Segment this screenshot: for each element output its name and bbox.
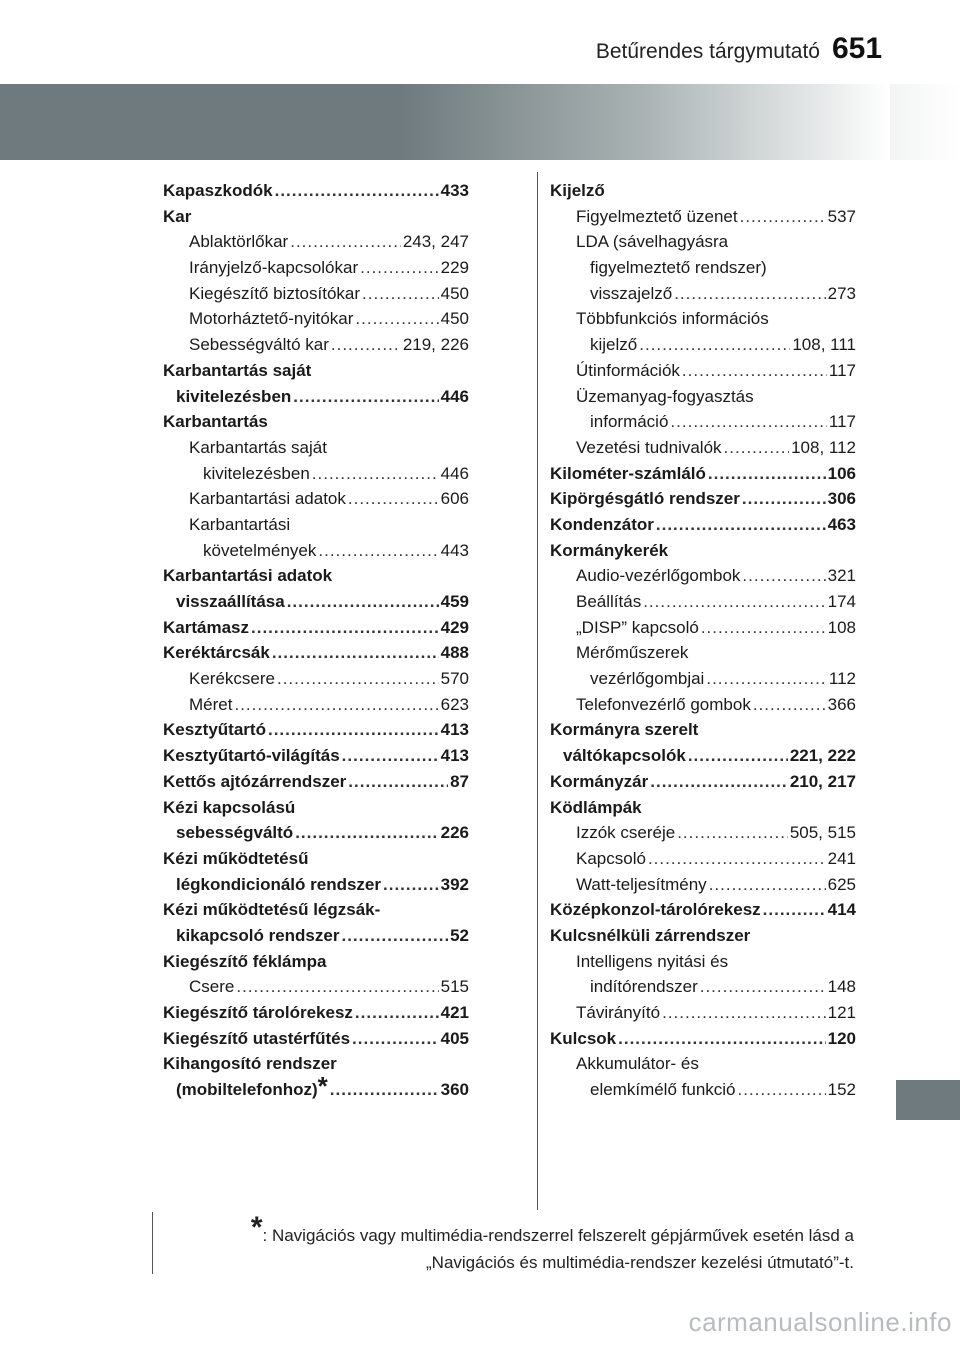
dot-leader [268, 717, 439, 743]
index-entry [163, 563, 469, 589]
index-page-ref: 226 [440, 823, 469, 843]
index-term: Sebességváltó kar [189, 335, 329, 355]
dot-leader [639, 332, 790, 358]
index-page-ref: 112 [828, 669, 856, 689]
index-term: visszaállítása [176, 592, 285, 611]
dot-leader [293, 384, 438, 410]
index-term: légkondicionáló rendszer [176, 874, 381, 894]
index-term: Ködlámpák [550, 797, 642, 817]
index-term: Útinformációk [576, 360, 680, 380]
index-entry [550, 461, 856, 487]
index-term: Kondenzátor [550, 514, 654, 534]
index-term: (mobiltelefonhoz) [176, 1080, 318, 1100]
dot-leader [295, 820, 438, 846]
index-entry [163, 743, 469, 769]
dot-leader [677, 820, 788, 846]
dot-leader [355, 1000, 439, 1026]
index-term: LDA (sávelhagyásra [576, 232, 729, 252]
index-term: Karbantartási adatok [163, 566, 333, 586]
index-page-ref: 221, 222 [789, 746, 856, 766]
index-entry [550, 435, 856, 461]
index-entry [550, 743, 856, 769]
index-term: Kiegészítő biztosítókar [189, 283, 361, 303]
index-page-ref: 505, 515 [789, 823, 856, 843]
index-term: Kormánykerék [550, 540, 669, 560]
footnote-star: * [250, 1211, 263, 1244]
index-term: Karbantartás saját [163, 360, 312, 380]
index-entry [550, 486, 856, 512]
index-entry [550, 332, 856, 358]
index-page-ref: 450 [440, 309, 469, 329]
index-entry [550, 204, 856, 230]
dot-leader [742, 486, 826, 512]
dot-leader [708, 461, 826, 487]
index-term: kivitelezésben [176, 386, 292, 406]
dot-leader [277, 666, 439, 692]
index-page-ref: 321 [827, 566, 856, 586]
index-term: Kar [163, 206, 192, 226]
index-term: váltókapcsolók [563, 746, 686, 766]
index-column-right [550, 178, 856, 1103]
dot-leader [643, 589, 825, 615]
index-entry [550, 589, 856, 615]
dot-leader [275, 178, 439, 204]
footnote [160, 1211, 854, 1276]
index-term: Kézi működtetésű légzsák- [163, 900, 381, 920]
index-page-ref: 148 [827, 977, 856, 997]
dot-leader [355, 306, 438, 332]
dot-leader [709, 872, 826, 898]
index-page-ref: 433 [440, 181, 469, 200]
index-entry [550, 717, 856, 743]
index-page-ref: 392 [440, 874, 469, 894]
index-entry [163, 178, 469, 204]
index-entry [550, 692, 856, 718]
index-term: Kesztyűtartó [163, 720, 266, 740]
index-entry [550, 1026, 856, 1052]
index-entry [163, 1051, 469, 1077]
dot-leader [287, 589, 439, 615]
index-page-ref: 429 [440, 617, 469, 637]
index-entry [163, 666, 469, 692]
index-term: Kihangosító rendszer [163, 1054, 337, 1074]
index-page-ref: 108 [827, 617, 856, 637]
dot-leader [662, 1000, 826, 1026]
index-term: Mérőműszerek [576, 643, 689, 663]
index-entry [550, 820, 856, 846]
index-term: elemkímélő funkció [590, 1080, 736, 1100]
index-term: kijelző [590, 335, 638, 355]
index-entry [163, 229, 469, 255]
header-band-end [890, 84, 960, 160]
index-term: „DISP” kapcsoló [576, 617, 699, 637]
index-entry [163, 974, 469, 1000]
index-term: Karbantartási adatok [189, 489, 346, 509]
index-term: Audio-vezérlőgombok [576, 566, 741, 586]
index-column-left [163, 178, 469, 1103]
index-entry [163, 358, 469, 384]
index-page-ref: 152 [827, 1080, 856, 1100]
index-entry [163, 897, 469, 923]
index-term: Kettős ajtózárrendszer [163, 771, 347, 791]
index-page-ref: 414 [827, 900, 856, 920]
index-entry [163, 795, 469, 821]
index-term: Irányjelző-kapcsolókar [189, 258, 359, 278]
index-entry [550, 872, 856, 898]
index-entry [163, 1026, 469, 1052]
index-entry [550, 923, 856, 949]
index-entry [550, 1077, 856, 1103]
index-page-ref: 120 [827, 1028, 856, 1048]
index-page-ref: 405 [440, 1028, 469, 1048]
dot-leader [234, 692, 438, 718]
index-term: Beállítás [576, 592, 642, 611]
index-term: Kijelző [550, 181, 605, 200]
index-term: figyelmeztető rendszer) [590, 258, 767, 278]
dot-leader [656, 512, 826, 538]
dot-leader [670, 409, 826, 435]
index-term: Kiegészítő utastérfűtés [163, 1028, 351, 1048]
index-term: Kerékcsere [189, 669, 275, 689]
dot-leader [753, 692, 826, 718]
watermark: carmanualsonline.info [688, 1307, 952, 1337]
index-page-ref: 463 [827, 514, 856, 534]
dot-leader [682, 358, 827, 384]
index-page-ref: 623 [440, 694, 469, 714]
dot-leader [251, 615, 439, 641]
chapter-tab [896, 1080, 960, 1120]
index-term: információ [590, 412, 669, 432]
index-term: visszajelző [590, 283, 673, 303]
index-entry [163, 640, 469, 666]
index-page-ref: 537 [827, 206, 856, 226]
dot-leader [706, 666, 827, 692]
dot-leader [740, 204, 826, 230]
index-term: Telefonvezérlő gombok [576, 694, 751, 714]
index-term: Kipörgésgátló rendszer [550, 489, 740, 509]
index-term: Távirányító [576, 1003, 661, 1022]
index-entry [163, 769, 469, 795]
dot-leader [618, 1026, 825, 1052]
index-entry [163, 486, 469, 512]
index-entry [163, 820, 469, 846]
index-term: kikapcsoló rendszer [176, 925, 340, 945]
index-term: Kilométer-számláló [550, 463, 706, 483]
index-term: Kulcsnélküli zárrendszer [550, 925, 751, 945]
index-page-ref: 413 [440, 720, 469, 740]
index-entry [163, 255, 469, 281]
index-entry [163, 692, 469, 718]
dot-leader [701, 615, 826, 641]
dot-leader [360, 255, 438, 281]
index-entry [163, 306, 469, 332]
index-page-ref: 413 [440, 746, 469, 766]
index-term: Motorháztető-nyitókar [189, 309, 354, 329]
index-entry [550, 358, 856, 384]
dot-leader [383, 872, 439, 898]
index-page-ref: 421 [440, 1003, 469, 1022]
index-term: Kormányzár [550, 771, 649, 791]
index-page-ref: 52 [450, 925, 469, 945]
footnote-divider [152, 1212, 153, 1274]
index-page-ref: 306 [827, 489, 856, 509]
footnote-line-2: „Navigációs és multimédia-rendszer kezelési útmutató”-t. [426, 1253, 854, 1272]
index-term: Kiegészítő féklámpa [163, 951, 327, 971]
index-term: Intelligens nyitási és [576, 951, 729, 971]
dot-leader [348, 486, 439, 512]
index-page-ref: 625 [827, 874, 856, 894]
index-entry [163, 846, 469, 872]
index-page-ref: 243, 247 [402, 232, 469, 252]
index-term: Csere [189, 977, 235, 997]
index-term: Vezetési tudnivalók [576, 437, 722, 457]
dot-leader [700, 974, 826, 1000]
index-page-ref: 117 [828, 360, 856, 380]
index-entry [550, 563, 856, 589]
index-page-ref: 450 [440, 283, 469, 303]
index-entry [163, 281, 469, 307]
dot-leader [650, 769, 788, 795]
footnote-text-1: : Navigációs vagy multimédia-rendszerrel felszerelt gépjárművek esetén lásd a [262, 1226, 854, 1245]
index-entry [163, 615, 469, 641]
dot-leader [724, 435, 790, 461]
index-term: Üzemanyag-fogyasztás [576, 386, 754, 406]
index-entry [550, 306, 856, 332]
index-page-ref: 229 [440, 258, 469, 278]
index-term: Középkonzol-tárolórekesz [550, 900, 761, 920]
dot-leader [341, 923, 448, 949]
index-entry [550, 384, 856, 410]
index-term: Méret [189, 694, 233, 714]
index-entry [163, 409, 469, 435]
index-entry [163, 538, 469, 564]
index-term: követelmények [203, 540, 317, 560]
index-term: Kézi működtetésű [163, 848, 309, 868]
dot-leader [763, 897, 826, 923]
index-term: Akkumulátor- és [576, 1054, 699, 1074]
index-page-ref: 459 [440, 592, 469, 611]
index-entry [163, 923, 469, 949]
index-entry: (mobiltelefonhoz) * ..... 360 [163, 1077, 469, 1103]
index-entry [163, 589, 469, 615]
dot-leader [738, 1077, 826, 1103]
index-entry [550, 178, 856, 204]
dot-leader [330, 1077, 439, 1103]
index-entry [550, 615, 856, 641]
index-entry [550, 255, 856, 281]
index-page-ref: 106 [827, 463, 856, 483]
index-term: Karbantartás saját [189, 437, 327, 457]
index-entry [550, 512, 856, 538]
dot-leader [331, 332, 401, 358]
index-entry [163, 204, 469, 230]
index-page-ref: 446 [440, 386, 469, 406]
footnote-line-1 [160, 1211, 854, 1249]
index-term: Kulcsok [550, 1028, 617, 1048]
index-entry [163, 384, 469, 410]
index-entry [550, 769, 856, 795]
index-entry [550, 1000, 856, 1026]
index-entry [550, 1051, 856, 1077]
index-entry [550, 846, 856, 872]
index-term: Watt-teljesítmény [576, 874, 707, 894]
index-entry [550, 538, 856, 564]
index-page-ref: 606 [440, 489, 469, 509]
index-entry [550, 897, 856, 923]
dot-leader [236, 974, 438, 1000]
index-term: Többfunkciós információs [576, 309, 769, 329]
index-entry [550, 949, 856, 975]
index-page-ref: 360 [440, 1080, 469, 1100]
index-page-ref: 446 [440, 463, 469, 483]
index-page-ref: 443 [440, 540, 469, 560]
index-page-ref: 488 [440, 643, 469, 663]
index-page-ref: 515 [440, 977, 469, 997]
index-page-ref: 570 [440, 669, 469, 689]
index-term: Kiegészítő tárolórekesz [163, 1003, 353, 1022]
index-term: Kesztyűtartó-világítás [163, 746, 340, 766]
index-page-ref: 219, 226 [402, 335, 469, 355]
dot-leader [352, 1026, 439, 1052]
dot-leader [272, 640, 439, 666]
index-page-ref: 108, 111 [792, 335, 856, 355]
index-term: Karbantartási [189, 514, 291, 534]
dot-leader [674, 281, 825, 307]
index-entry [163, 512, 469, 538]
index-entry [163, 949, 469, 975]
index-term: Kormányra szerelt [550, 720, 699, 740]
index-term: Kapcsoló [576, 848, 646, 868]
index-entry [163, 461, 469, 487]
index-term: Kapaszkodók [163, 181, 273, 200]
index-term: indítórendszer [590, 977, 698, 997]
dot-leader [318, 538, 438, 564]
index-entry [550, 281, 856, 307]
index-entry [163, 1000, 469, 1026]
index-term: sebességváltó [176, 823, 294, 843]
index-page-ref: 241 [827, 848, 856, 868]
index-entry [550, 666, 856, 692]
header-band [0, 84, 890, 160]
index-page-ref: 174 [827, 592, 856, 611]
index-entry [163, 435, 469, 461]
index-entry [550, 409, 856, 435]
index-term: Izzók cseréje [576, 823, 676, 843]
dot-leader [742, 563, 825, 589]
index-page-ref: 210, 217 [789, 771, 856, 791]
index-term: Figyelmeztető üzenet [576, 206, 738, 226]
index-entry [163, 332, 469, 358]
dot-leader [648, 846, 826, 872]
dot-leader [362, 281, 439, 307]
dot-leader [688, 743, 788, 769]
index-entry [550, 795, 856, 821]
index-term: vezérlőgombjai [590, 669, 705, 689]
index-page-ref: 108, 112 [791, 437, 856, 457]
index-page-ref: 87 [450, 771, 469, 791]
index-page-ref: 366 [827, 694, 856, 714]
index-entry [550, 974, 856, 1000]
index-entry [163, 872, 469, 898]
column-divider [537, 172, 538, 1210]
index-term: Karbantartás [163, 412, 268, 432]
index-entry [550, 229, 856, 255]
index-term: Kartámasz [163, 617, 249, 637]
section-title: Betűrendes tárgymutató [595, 40, 820, 63]
index-term: Ablaktörlőkar [189, 232, 289, 252]
index-page-ref: 117 [828, 412, 856, 432]
dot-leader [290, 229, 401, 255]
index-entry [550, 640, 856, 666]
dot-leader [342, 743, 439, 769]
dot-leader [312, 461, 439, 487]
dot-leader [348, 769, 448, 795]
index-page-ref: 121 [827, 1003, 856, 1022]
index-term: kivitelezésben [203, 463, 310, 483]
page-number: 651 [832, 32, 883, 65]
index-page-ref: 273 [827, 283, 856, 303]
index-term: Kézi kapcsolású [163, 797, 296, 817]
index-entry [163, 717, 469, 743]
index-term: Keréktárcsák [163, 643, 270, 663]
